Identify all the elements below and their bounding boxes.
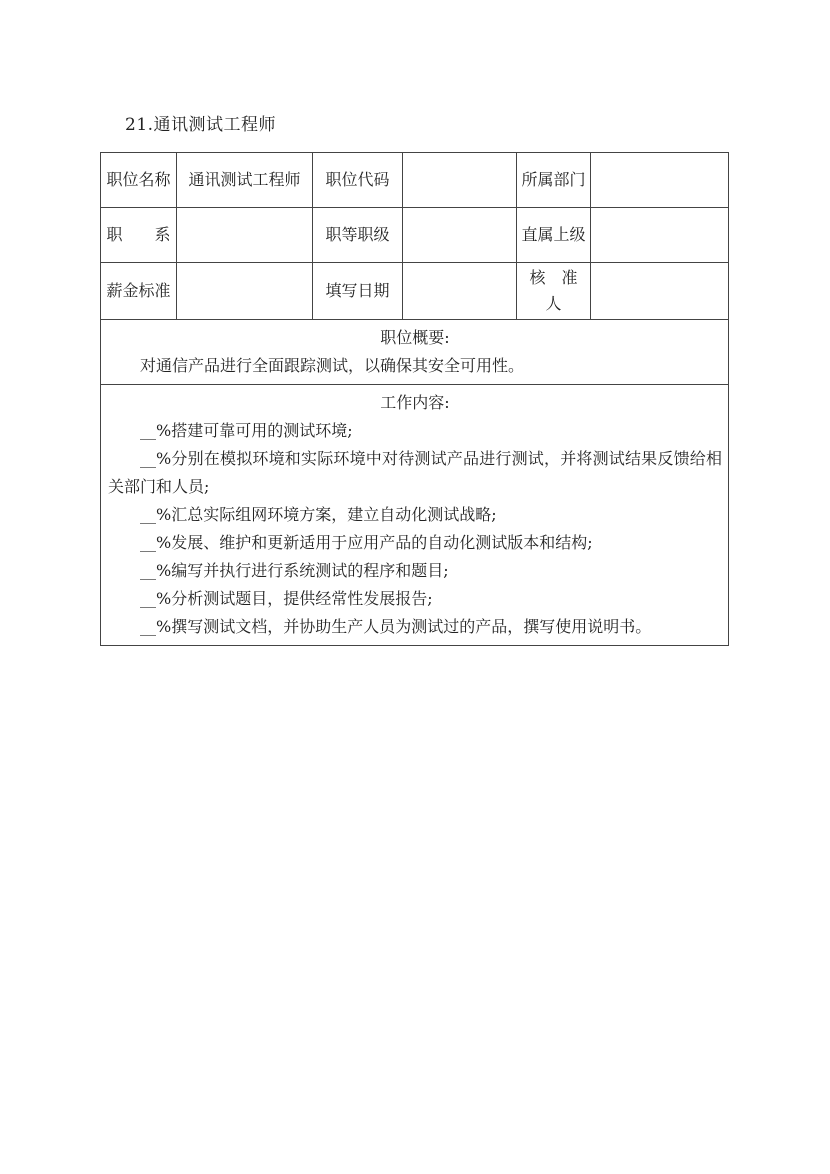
label-fill-date: 填写日期 [325, 281, 390, 300]
value-job-family [177, 233, 312, 237]
list-item: __%分别在模拟环境和实际环境中对待测试产品进行测试，并将测试结果反馈给相关部门和人员; [108, 449, 722, 496]
label-cell [517, 263, 594, 320]
value-cell [177, 263, 313, 320]
label-cell [101, 263, 177, 320]
label-job-family: 职 系 [106, 225, 171, 244]
label-approver: 核 准 人 [529, 268, 594, 313]
value-fill-date [403, 289, 516, 293]
summary-section [101, 320, 729, 385]
value-cell [403, 208, 517, 263]
value-supervisor [591, 233, 728, 237]
value-cell [591, 208, 729, 263]
label-cell [313, 153, 403, 208]
list-item: __%发展、维护和更新适用于应用产品的自动化测试版本和结构; [140, 533, 593, 552]
label-cell [517, 208, 591, 263]
value-cell [591, 263, 729, 320]
label-position-name: 职位名称 [106, 170, 171, 189]
table-row [101, 153, 729, 208]
value-cell [177, 153, 313, 208]
label-cell [517, 153, 591, 208]
table-row [101, 263, 729, 320]
label-cell [101, 153, 177, 208]
document-title: 21.通讯测试工程师 [125, 115, 277, 135]
work-content-heading: 工作内容: [380, 393, 450, 412]
list-item: __%编写并执行进行系统测试的程序和题目; [140, 561, 449, 580]
value-cell [177, 208, 313, 263]
value-position-name: 通讯测试工程师 [188, 170, 301, 189]
value-department [591, 178, 728, 182]
value-salary-standard [177, 289, 312, 293]
label-cell [101, 208, 177, 263]
label-position-code: 职位代码 [325, 170, 390, 189]
value-job-grade [403, 233, 516, 237]
value-approver [591, 289, 728, 293]
value-cell [403, 263, 517, 320]
table-row [101, 208, 729, 263]
table-row [101, 385, 729, 646]
label-supervisor: 直属上级 [521, 225, 586, 244]
value-cell [591, 153, 729, 208]
label-cell [313, 208, 403, 263]
list-item: __%搭建可靠可用的测试环境; [140, 421, 353, 440]
job-description-table [100, 152, 729, 646]
label-department: 所属部门 [521, 170, 586, 189]
value-position-code [403, 178, 516, 182]
value-cell [403, 153, 517, 208]
table-row [101, 320, 729, 385]
summary-text: 对通信产品进行全面跟踪测试，以确保其安全可用性。 [140, 356, 525, 375]
label-salary-standard: 薪金标准 [106, 281, 171, 300]
list-item: __%汇总实际组网环境方案，建立自动化测试战略; [140, 505, 497, 524]
label-job-grade: 职等职级 [325, 225, 390, 244]
work-content-section [101, 385, 729, 646]
summary-heading: 职位概要: [380, 328, 450, 347]
list-item: __%撰写测试文档，并协助生产人员为测试过的产品，撰写使用说明书。 [140, 617, 652, 636]
list-item: __%分析测试题目，提供经常性发展报告; [140, 589, 433, 608]
label-cell [313, 263, 403, 320]
